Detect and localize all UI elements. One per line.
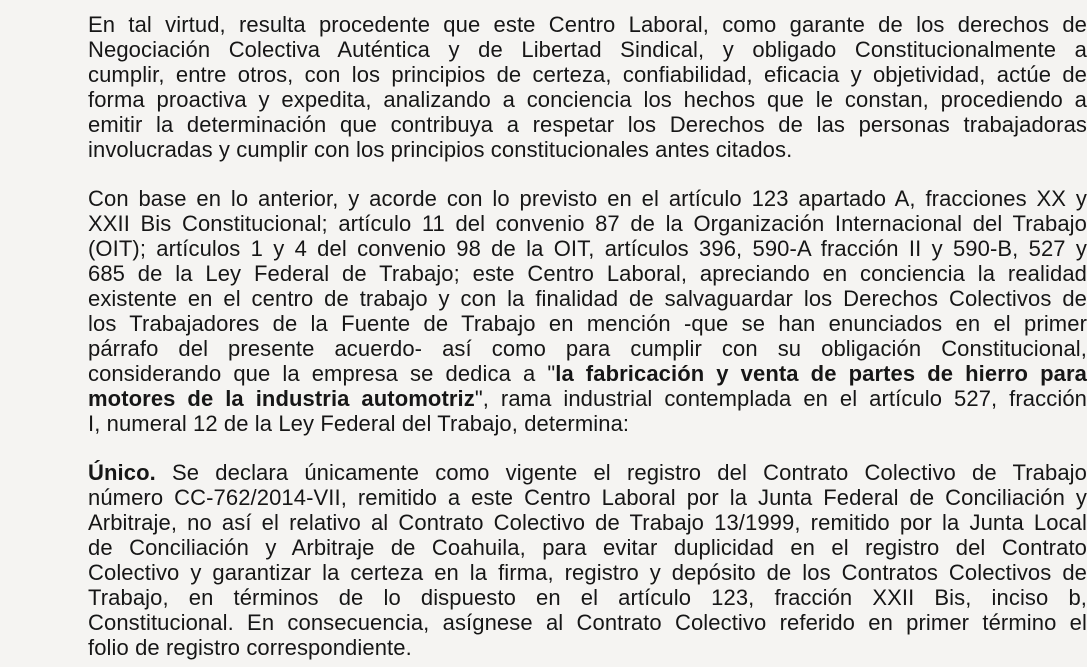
paragraph-3-line: folio de registro correspondiente. (88, 635, 412, 660)
resolution-heading: Único. (88, 460, 156, 485)
paragraph-1-line: forma proactiva y expedita, analizando a conciencia los hechos que le constan, procediendo a (88, 87, 1087, 112)
paragraph-2-text: considerando que la empresa se dedica a " (88, 361, 556, 386)
paragraph-3-line: de Conciliación y Arbitraje de Coahuila, para evitar duplicidad en el registro del Contrato (88, 535, 1087, 560)
paragraph-3-line: Colectivo y garantizar la certeza en la firma, registro y depósito de los Contratos Colectivos de (88, 560, 1087, 585)
paragraph-2-line: XXII Bis Constitucional; artículo 11 del convenio 87 de la Organización Internacional del Trabajo (88, 211, 1087, 236)
paragraph-2-line: I, numeral 12 de la Ley Federal del Trabajo, determina: (88, 411, 630, 436)
paragraph-2-line: 685 de la Ley Federal de Trabajo; este Centro Laboral, apreciando en conciencia la realidad (88, 261, 1087, 286)
paragraph-2-line: (OIT); artículos 1 y 4 del convenio 98 de la OIT, artículos 396, 590-A fracción II y 590-B, 527 y (88, 236, 1087, 261)
paragraph-2-text: ", rama industrial contemplada en el artículo 527, fracción (474, 386, 1087, 411)
paragraph-3-text: Se declara únicamente como vigente el registro del Contrato Colectivo de Trabajo (155, 460, 1087, 485)
company-activity-bold: la fabricación y venta de partes de hierro para (555, 361, 1087, 386)
paragraph-1-line: involucradas y cumplir con los principios constitucionales antes citados. (88, 137, 793, 162)
paragraph-2-line: existente en el centro de trabajo y con la finalidad de salvaguardar los Derechos Colectivos de (88, 286, 1087, 311)
paragraph-1-line: En tal virtud, resulta procedente que este Centro Laboral, como garante de los derechos de (88, 12, 1087, 37)
paragraph-2-line: Con base en lo anterior, y acorde con lo previsto en el artículo 123 apartado A, fracciones XX y (88, 186, 1087, 211)
paragraph-3-line: número CC-762/2014-VII, remitido a este Centro Laboral por la Junta Federal de Conciliación y (88, 485, 1087, 510)
paragraph-3-line (88, 461, 1087, 485)
company-activity-bold: motores de la industria automotriz (88, 386, 475, 411)
paragraph-3-line: Constitucional. En consecuencia, asígnese al Contrato Colectivo referido en primer término el (88, 610, 1087, 635)
paragraph-1-line: cumplir, entre otros, con los principios de certeza, confiabilidad, eficacia y objetividad, actúe de (88, 62, 1087, 87)
paragraph-1-line: Negociación Colectiva Auténtica y de Libertad Sindical, y obligado Constitucionalmente a (88, 37, 1087, 62)
paragraph-2-line: párrafo del presente acuerdo- así como para cumplir con su obligación Constitucional, (88, 336, 1087, 361)
paragraph-2-line: los Trabajadores de la Fuente de Trabajo en mención -que se han enunciados en el primer (88, 311, 1087, 336)
paragraph-1-line: emitir la determinación que contribuya a respetar los Derechos de las personas trabajadoras (88, 112, 1087, 137)
paragraph-3-line: Arbitraje, no así el relativo al Contrato Colectivo de Trabajo 13/1999, remitido por la Junta Local (88, 510, 1087, 535)
paragraph-3-line: Trabajo, en términos de lo dispuesto en el artículo 123, fracción XXII Bis, inciso b, (88, 585, 1087, 610)
paragraph-2-line (88, 387, 1087, 411)
paragraph-2-line (88, 362, 1087, 386)
